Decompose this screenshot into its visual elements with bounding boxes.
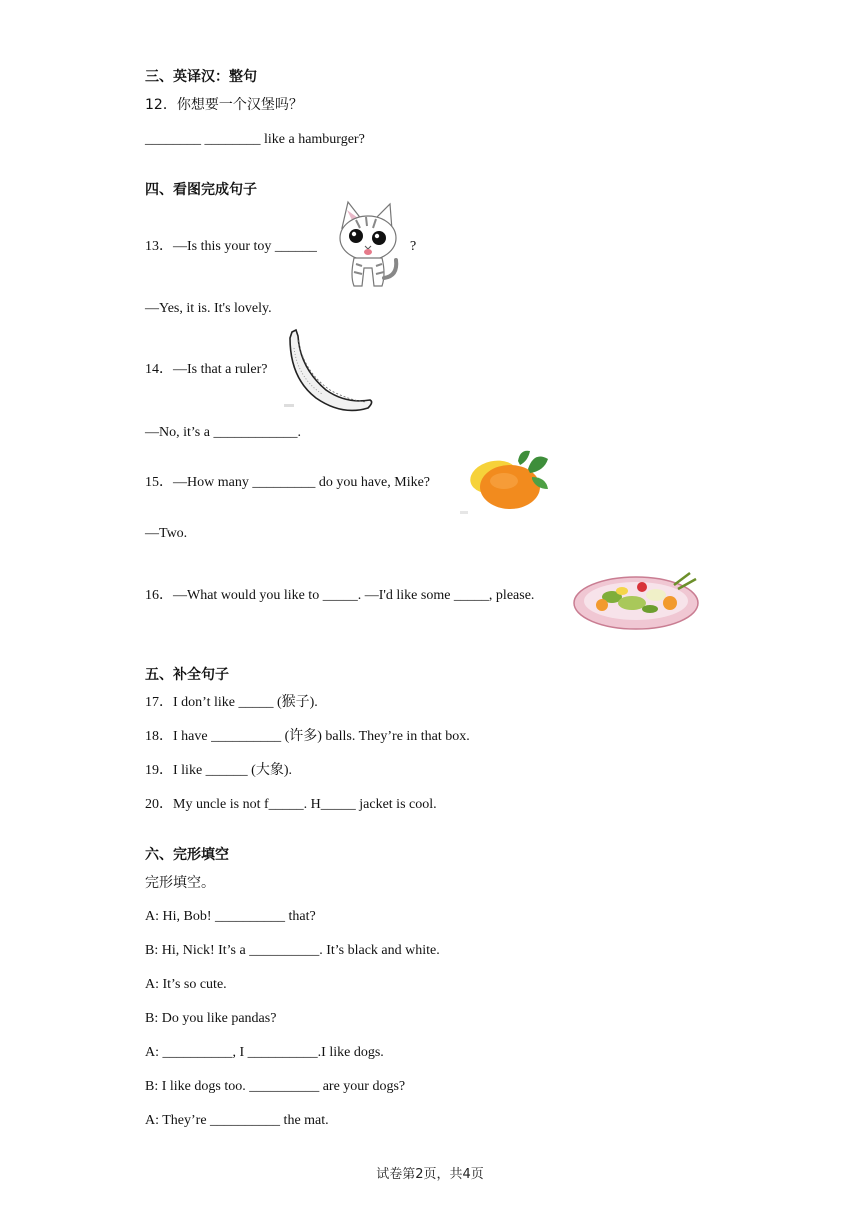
question-12-prompt: 12．你想要一个汉堡吗？ (145, 97, 303, 113)
section-4-heading: 四、看图完成句子 (145, 182, 257, 198)
page-footer: 试卷第2页，共4页 (376, 1167, 484, 1182)
dialogue-line: B: I like dogs too. __________ are your dogs? (145, 1079, 406, 1094)
question-18: 18．I have __________ (许多) balls. They’re in that box. (145, 729, 470, 744)
question-17: 17．I don’t like _____ (猴子). (145, 695, 318, 710)
question-12-answer-line: ________ ________ like a hamburger? (145, 132, 365, 147)
question-15-answer: —Two. (145, 526, 188, 541)
cat-image (330, 198, 406, 292)
question-14: 14．—Is that a ruler? (145, 362, 268, 377)
question-14-answer: —No, it’s a ____________. (145, 425, 301, 440)
question-15: 15．—How many _________ do you have, Mike? (145, 475, 431, 490)
cloze-intro: 完形填空。 (145, 875, 215, 891)
banana-image (282, 328, 376, 412)
dialogue-line: A: Hi, Bob! __________ that? (145, 909, 316, 924)
question-13: 13．—Is this your toy ______ (145, 239, 317, 254)
section-3-heading: 三、英译汉：整句 (145, 69, 257, 85)
dialogue-line: B: Hi, Nick! It’s a __________. It’s black and white. (145, 943, 440, 958)
question-19: 19．I like ______ (大象). (145, 763, 292, 778)
question-20: 20．My uncle is not f_____. H_____ jacket is cool. (145, 797, 437, 812)
question-13-answer: —Yes, it is. It's lovely. (145, 301, 272, 316)
section-6-heading: 六、完形填空 (145, 847, 229, 863)
section-5-heading: 五、补全句子 (145, 667, 229, 683)
dialogue-line: A: __________, I __________.I like dogs. (145, 1045, 384, 1060)
dialogue-line: A: It’s so cute. (145, 977, 227, 992)
dialogue-line: B: Do you like pandas? (145, 1011, 277, 1026)
dialogue-line: A: They’re __________ the mat. (145, 1113, 329, 1128)
salad-plate-image (572, 563, 702, 633)
question-13-end: ? (410, 239, 417, 254)
mango-image (458, 447, 556, 517)
question-16: 16．—What would you like to _____. —I'd like some _____, please. (145, 588, 535, 603)
